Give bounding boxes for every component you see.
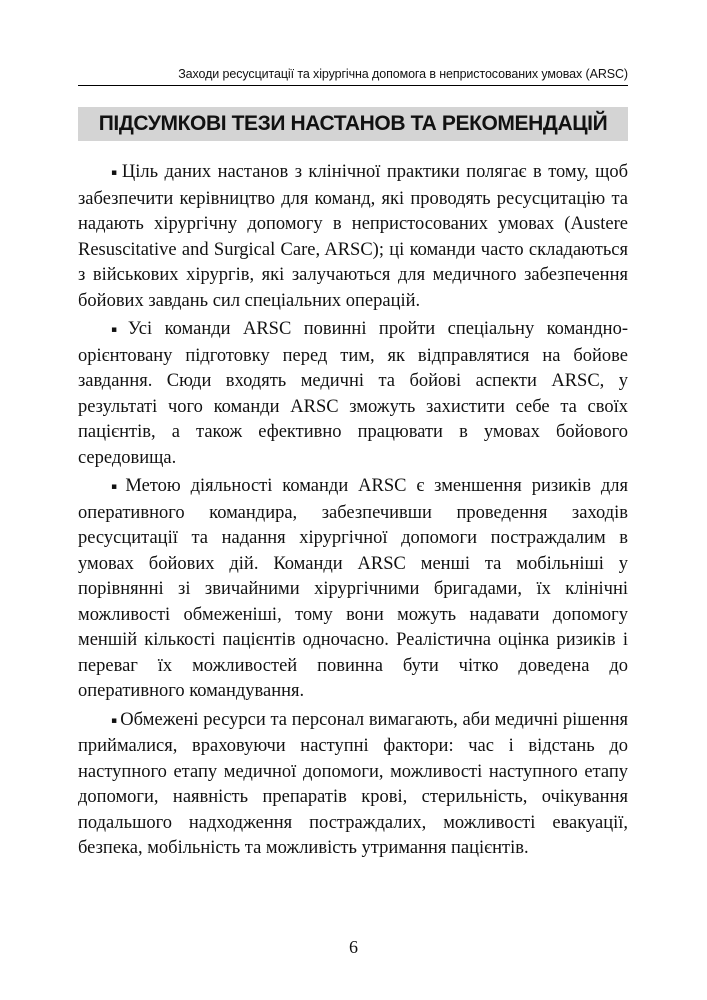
header-rule [78, 85, 628, 86]
paragraph [78, 708, 628, 862]
paragraph-text: Обмежені ресурси та персонал вимагають, аби медичні рішення приймалися, враховуючи наступні фактори: час і відстань до наступного етапу медичної допомоги, можливості наступного етапу допомоги, наявність препаратів крові, стерильність, очікування подальшого надходження постраждалих, можливості евакуації, безпека, мобільність та можливість утримання пацієнтів. [78, 709, 628, 858]
bullet-marker: ▪ [111, 482, 123, 492]
paragraph-text: Усі команди ARSC повинні пройти спеціальну командно-орієнтовану підготовку перед тим, як відправлятися на бойове завдання. Сюди входять медичні та бойові аспекти ARSC, у результаті чого команди ARSC зможуть захистити себе та своїх пацієнтів, а також ефективно працювати в умовах бойового середовища. [78, 319, 628, 468]
paragraph [78, 474, 628, 705]
page-number: 6 [349, 937, 358, 957]
running-header: Заходи ресусцитації та хірургічна допомога в непристосованих умовах (ARSC) [178, 67, 628, 81]
paragraph-text: Метою діяльності команди ARSC є зменшення ризиків для оперативного командира, забезпечивши проведення заходів ресусцитації та надання хірургічної допомоги постраждалим в умовах бойових дій. Команди ARSC менші та мобільніші у порівнянні зі звичайними хірургічними бригадами, їх клінічні можливості обмеженіші, тому вони можуть надавати допомогу меншій кількості пацієнтів одночасно. Реалістична оцінка ризиків і переваг їх можливостей повинна бути чітко доведена до оперативного командування. [78, 476, 628, 701]
bullet-marker: ▪ [111, 715, 118, 726]
bullet-marker: ▪ [111, 168, 119, 178]
paragraph [78, 160, 628, 314]
section-title: ПІДСУМКОВІ ТЕЗИ НАСТАНОВ ТА РЕКОМЕНДАЦІЙ [98, 112, 608, 135]
bullet-marker: ▪ [111, 325, 125, 335]
section-heading-band [78, 107, 628, 141]
paragraph-text: Ціль даних настанов з клінічної практики полягає в тому, щоб забезпечити керівництво для команд, які проводять ресусцитацію та надають хірургічну допомогу в непристосованих умовах (Austere Resuscitative and Surgical Care, ARSC); ці команди часто складаються з військових хірургів, які залучаються для медичного забезпечення бойових завдань сил спеціальних операцій. [78, 162, 628, 311]
body-text [78, 160, 628, 865]
paragraph [78, 317, 628, 471]
